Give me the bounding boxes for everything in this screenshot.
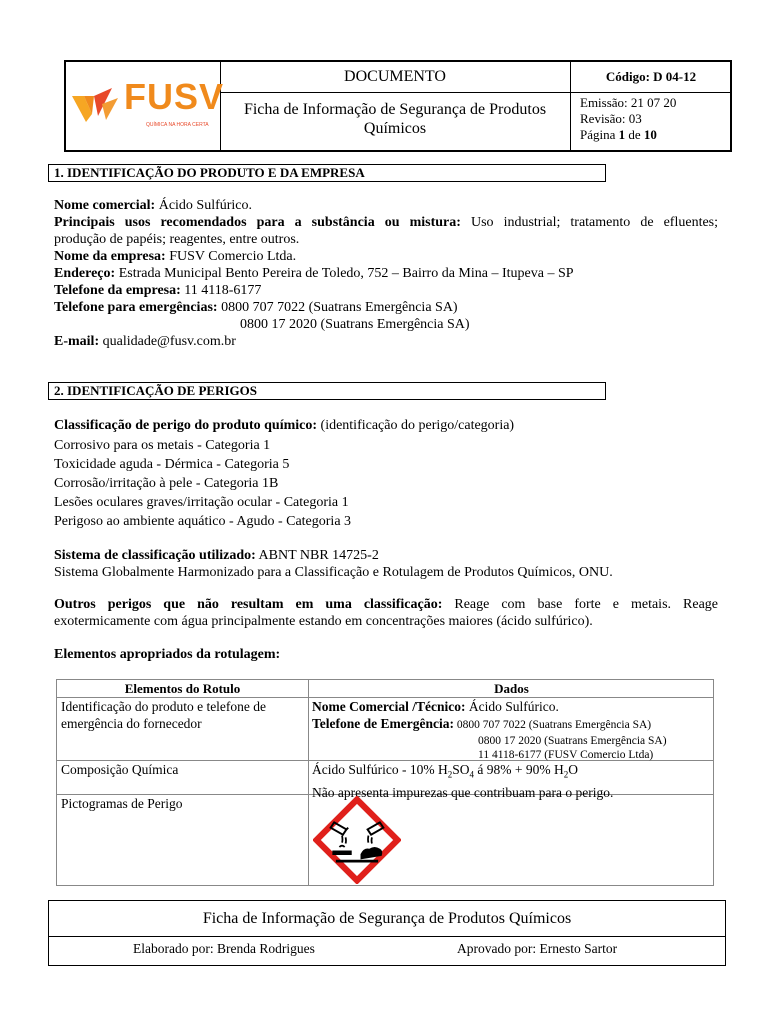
perigo-item: Lesões oculares graves/irritação ocular - Categoria 1 — [54, 495, 349, 510]
nome-empresa: Nome da empresa: FUSV Comercio Ltda. — [54, 249, 297, 264]
table-row2-col2: Ácido Sulfúrico - 10% $H_2SO_4$ á 98% + 90% $H_2O$ Não apresenta impurezas que contribuam para o perigo. — [312, 762, 614, 800]
footer-title: Ficha de Informação de Segurança de Produtos Químicos — [202, 910, 572, 927]
document-header — [64, 60, 732, 152]
table-header-col2: Dados — [494, 681, 529, 696]
table-row1-col2: Nome Comercial /Técnico: Ácido Sulfúrico. Telefone de Emergência: 0800 707 7022 (Suatrans Emergência SA) 0800 17 2020 (Suatrans Emergência SA) 11 4118-6177 (FUSV Comercio Ltda) — [312, 699, 667, 761]
sistema-classificacao: Sistema de classificação utilizado: ABNT NBR 14725-2 — [54, 548, 379, 563]
table-row3-col1: Pictogramas de Perigo — [61, 796, 183, 811]
section2-body — [54, 417, 718, 663]
doc-code: Código: D 04-12 — [605, 69, 697, 84]
footer-aprovado: Aprovado por: Ernesto Sartor — [457, 941, 618, 956]
perigo-item: Corrosivo para os metais - Categoria 1 — [54, 438, 271, 453]
pagina: Página 1 de 10 — [580, 127, 657, 142]
perigo-item: Corrosão/irritação à pele - Categoria 1B — [54, 476, 279, 491]
outros-perigos: Outros perigos que não resultam em uma classificação: Reage com base forte e metais. Reage — [54, 597, 718, 612]
logo-text: FUSV — [124, 76, 225, 117]
telefone-emergencia-2: 0800 17 2020 (Suatrans Emergência SA) — [240, 317, 470, 332]
usos: Principais usos recomendados para a substância ou mistura: Uso industrial; tratamento de efluentes; — [54, 215, 719, 230]
document-footer — [48, 900, 726, 966]
perigo-item: Toxicidade aguda - Dérmica - Categoria 5 — [54, 457, 290, 472]
usos-line2: produção de papéis; reagentes, entre outros. — [54, 232, 300, 247]
revisao: Revisão: 03 — [580, 111, 642, 126]
table-header-col1: Elementos do Rotulo — [124, 681, 241, 696]
section1-heading: 1. IDENTIFICAÇÃO DO PRODUTO E DA EMPRESA — [48, 164, 606, 182]
telefone-empresa: Telefone da empresa: 11 4118-6177 — [54, 283, 262, 298]
section1-body — [54, 197, 718, 350]
section2-heading: 2. IDENTIFICAÇÃO DE PERIGOS — [48, 382, 606, 400]
perigo-item: Perigoso ao ambiente aquático - Agudo - Categoria 3 — [54, 514, 352, 529]
corrosion-pictogram-icon — [313, 796, 401, 884]
sistema-line2: Sistema Globalmente Harmonizado para a Classificação e Rotulagem de Produtos Químicos, ONU. — [54, 565, 613, 580]
elementos-rotulagem: Elementos apropriados da rotulagem: — [54, 647, 281, 662]
doc-title-line1: Ficha de Informação de Segurança de Produtos — [243, 101, 547, 118]
table-row1-col1: Identificação do produto e telefone de emergência do fornecedor — [61, 699, 267, 731]
company-logo — [66, 62, 225, 150]
doc-title-line2: Químicos — [363, 120, 427, 137]
logo-tagline: QUÍMICA NA HORA CERTA — [146, 122, 209, 128]
table-row2-col1: Composição Química — [61, 762, 179, 777]
emissao: Emissão: 21 07 20 — [580, 95, 677, 110]
rotulagem-table — [56, 679, 714, 886]
doc-label: DOCUMENTO — [344, 68, 446, 85]
doc-title — [220, 93, 570, 150]
table-row3-col2 — [309, 795, 714, 885]
endereco: Endereço: Estrada Municipal Bento Pereira de Toledo, 752 – Bairro da Mina – Itupeva – SP — [54, 266, 574, 281]
outros-perigos-line2: exotermicamente com água principalmente estando em concentrações maiores (ácido sulfúrico). — [54, 614, 593, 629]
fusv-logo-icon — [72, 84, 132, 124]
nome-comercial: Nome comercial: Ácido Sulfúrico. — [54, 198, 253, 213]
footer-elaborado: Elaborado por: Brenda Rodrigues — [133, 941, 315, 956]
classificacao: Classificação de perigo do produto químico: (identificação do perigo/categoria) — [54, 418, 515, 433]
telefone-emergencia: Telefone para emergências: 0800 707 7022 (Suatrans Emergência SA) — [54, 300, 458, 315]
doc-meta — [580, 95, 676, 143]
email: E-mail: qualidade@fusv.com.br — [54, 334, 236, 349]
